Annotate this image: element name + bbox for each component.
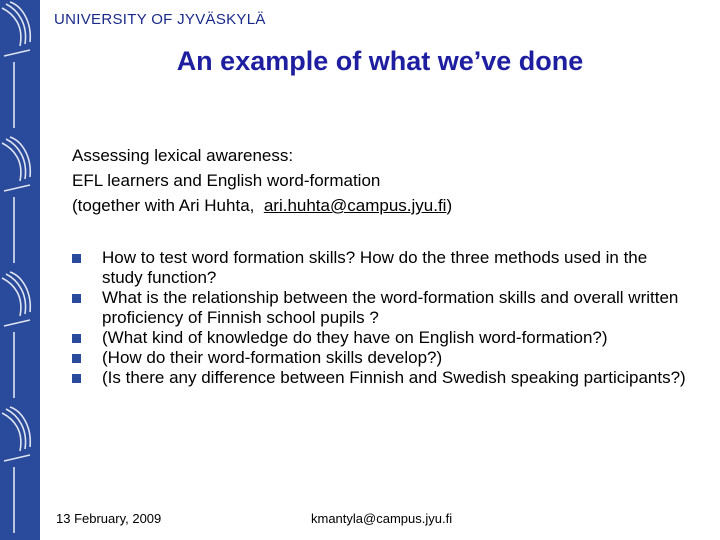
intro-line-3-suffix: ) [446, 196, 453, 215]
intro-line-3-prefix: (together with Ari Huhta, [72, 196, 264, 215]
university-name: UNIVERSITY OF JYVÄSKYLÄ [54, 11, 266, 28]
bullet-text: How to test word formation skills? How do the three methods used in the study function? [102, 248, 648, 287]
square-bullet-icon [72, 354, 81, 363]
university-logo-pattern-icon [0, 0, 40, 540]
intro-line-1: Assessing lexical awareness: [72, 146, 294, 165]
bullet-list [70, 248, 690, 388]
intro-line-3 [72, 193, 452, 218]
list-item [70, 288, 690, 328]
square-bullet-icon [72, 334, 81, 343]
square-bullet-icon [72, 254, 81, 263]
list-item [70, 348, 690, 368]
bullet-text: (What kind of knowledge do they have on English word-formation?) [102, 328, 608, 347]
square-bullet-icon [72, 374, 81, 383]
footer-email: kmantyla@campus.jyu.fi [311, 511, 453, 526]
list-item [70, 368, 690, 388]
footer-date: 13 February, 2009 [56, 511, 162, 526]
list-item [70, 248, 690, 288]
email-link[interactable]: ari.huhta@campus.jyu.fi [263, 196, 447, 215]
square-bullet-icon [72, 294, 81, 303]
intro-line-2: EFL learners and English word-formation [72, 171, 381, 190]
bullet-text: What is the relationship between the word-formation skills and overall written proficiency of Finnish school pupils ? [102, 288, 679, 327]
sidebar-band [0, 0, 40, 540]
bullet-text: (How do their word-formation skills develop?) [102, 348, 443, 367]
list-item [70, 328, 690, 348]
bullet-text: (Is there any difference between Finnish and Swedish speaking participants?) [102, 368, 686, 387]
intro-block [72, 143, 452, 218]
slide-title: An example of what we’ve done [176, 46, 584, 76]
